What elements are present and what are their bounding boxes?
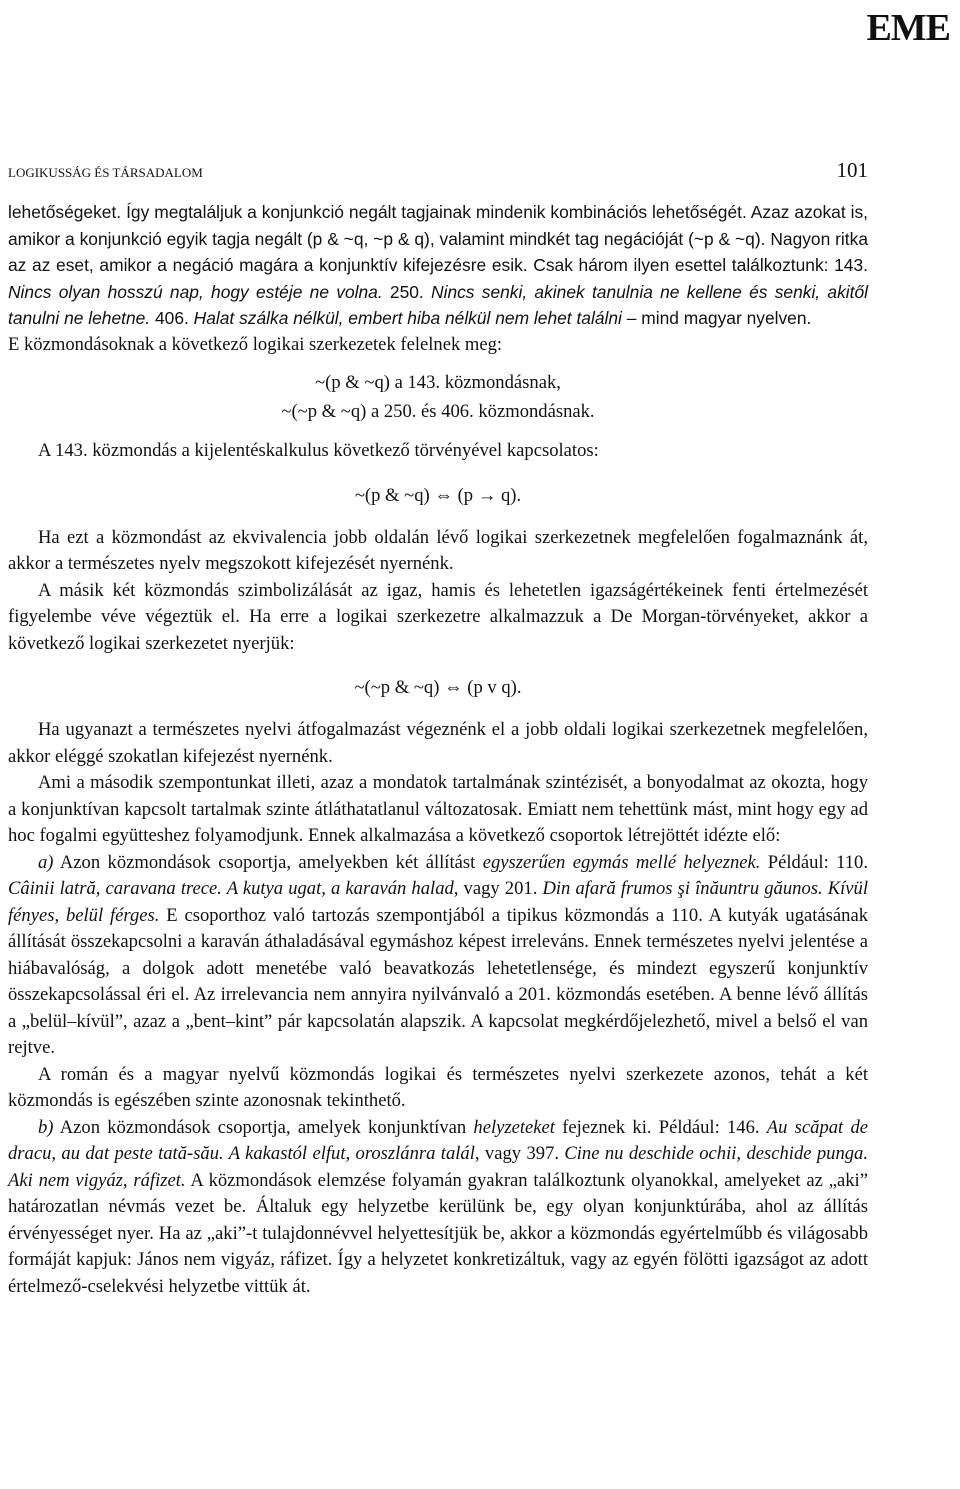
text-run: vagy 397. — [479, 1143, 565, 1164]
proverb-397: Cine nu deschide ochii, deschide punga. Aki nem vigyáz, ráfizet. — [8, 1143, 869, 1191]
text-run: vagy 201. — [458, 878, 543, 899]
formula-1: ~(p & ~q) a 143. közmondásnak, — [315, 372, 561, 393]
proverb-110: Câinii latră, caravana trece. A kutya ugat, a karaván halad, — [8, 878, 459, 899]
paragraph-5: A másik két közmondás szimbolizálását az igaz, hamis és lehetetlen igazságértékeinek fenti értelmezését figyelembe véve végeztük el. Ha erre a logikai szerkezetre alkalmazzuk a De Morgan-törvényeket, akkor a következő logikai szerkezetet nyerjük: — [8, 579, 868, 654]
list-label: b) — [38, 1116, 54, 1138]
emphasis: helyzeteket — [473, 1116, 555, 1138]
proverb-250: Nincs senki, akinek tanulnia ne kellene és senki, akitől tanulni ne lehetne. — [8, 281, 868, 328]
paragraph-9: A román és a magyar nyelvű közmondás logikai és természetes nyelvi szerkezete azonos, tehát a két közmondás is egészében szinte azonosnak tekinthető. — [8, 1063, 868, 1111]
text-run: Azon közmondások csoportja, amelyek konjunktívan — [53, 1116, 474, 1138]
text-run: Azon közmondások csoportja, amelyekben két állítást — [53, 851, 483, 873]
page-number: 101 — [836, 158, 868, 182]
text-run: E csoporthoz való tartozás szempontjából a tipikus közmondás a 110. A kutyák ugatásának állítását összekapcsolni a karaván áthaladásával egymáshoz képest irreleváns. Ennek természetes nyelvi jelentése a hiábavalóság, a dolgok adott menetébe való beavatkozás lehetetlensége, és mindezt egyszerű konjunktív összekapcsolással éri el. Az irrelevancia nem annyira nyilvánvaló a 201. közmondás esetében. A benne lévő állítás a „belül–kívül”, azaz a „bent–kint” pár kapcsolatán alapszik. A kapcsolat megkérdőjelezhető, mivel a belső el van rejtve. — [8, 904, 869, 1058]
paragraph-10 — [8, 1115, 868, 1301]
text-run: lehetőségeket. Így megtaláljuk a konjunkció negált tagjainak mindenik kombinációs lehetőségét. Azaz azokat is, amikor a konjunkció egyik tagja negált (p & ~q, ~p & q), valamint mindkét tag negációját (~p & ~q). Nagyon ritka az az eset, amikor a negáció magára a konjunktív kifejezésre esik. Csak három ilyen esettel találkoztunk: 143. — [8, 202, 868, 275]
formula-3: ~(p & ~q) ⇔ (p → q). — [354, 484, 522, 506]
paragraph-7: Ami a második szempontunkat illeti, azaz a mondatok tartalmának szintézisét, a bonyodalmat az okozta, hogy a konjunktívan kapcsolt tartalmak szinte átláthatatlanul változatosak. Emiatt nem tehettünk mást, mint hogy egy ad hoc fogalmi együtteshez folyamodjunk. Ennek alkalmazása a következő csoportok létrejöttét idézte elő: — [8, 772, 868, 846]
text-run: – mind magyar nyelven. — [621, 308, 812, 328]
proverb-143: Nincs olyan hosszú nap, hogy estéje ne volna. — [8, 281, 383, 302]
paragraph-1 — [8, 199, 868, 332]
running-header — [8, 158, 868, 183]
text-run: 406. — [150, 308, 194, 328]
proverb-201: Din afară frumos şi înăuntru găunos. Kívül fényes, belül férges. — [8, 878, 869, 926]
text-run: 250. — [382, 281, 432, 302]
body-text — [8, 199, 868, 1300]
paragraph-4: Ha ezt a közmondást az ekvivalencia jobb oldalán lévő logikai szerkezetnek megfelelően fogalmaznánk át, akkor a természetes nyelv megszokott kifejezését nyernénk. — [8, 526, 868, 574]
paragraph-3: A 143. közmondás a kijelentéskalkulus következő törvényével kapcsolatos: — [38, 440, 599, 461]
running-title: LOGIKUSSÁG ÉS TÁRSADALOM — [8, 165, 203, 180]
formula-group — [8, 368, 868, 426]
paragraph-8 — [8, 850, 868, 1062]
list-label: a) — [38, 851, 54, 873]
formula-group — [8, 481, 868, 511]
proverb-146: Au scăpat de dracu, au dat peste tată-său. A kakastól elfut, oroszlánra talál, — [8, 1116, 869, 1164]
paragraph-2: E közmondásoknak a következő logikai szerkezetek felelnek meg: — [8, 333, 503, 355]
proverb-406: Halat szálka nélkül, embert hiba nélkül nem lehet találni — [193, 308, 622, 328]
publisher-logo: EME — [866, 7, 950, 49]
emphasis: egyszerűen egymás mellé helyeznek. — [482, 851, 761, 873]
formula-2: ~(~p & ~q) a 250. és 406. közmondásnak. — [281, 401, 595, 422]
text-run: fejeznek ki. Például: 146. — [554, 1116, 767, 1138]
text-run: Például: 110. — [760, 851, 868, 873]
text-run: A közmondások elemzése folyamán gyakran találkoztunk olyanokkal, amelyeket az „aki” határozatlan névmás vezet be. Általuk egy helyzetbe kerülünk be, egy olyan konjunktúrába, ahol az állítás érvényességet nyer. Ha az „aki”-t tulajdonnévvel helyettesítjük be, akkor a közmondás egyértelműbb és világosabb formáját kapjuk: János nem vigyáz, ráfizet. Így a helyzetet konkretizáltuk, vagy az egyén fölötti igazságot az adott értelmező-cselekvési helyzetbe vittük át. — [8, 1169, 868, 1297]
paragraph-6: Ha ugyanazt a természetes nyelvi átfogalmazást végeznénk el a jobb oldali logikai szerkezetnek megfelelően, akkor eléggé szokatlan kifejezést nyernénk. — [8, 719, 868, 767]
formula-4: ~(~p & ~q) ⇔ (p v q). — [354, 677, 522, 698]
formula-group — [8, 673, 868, 703]
